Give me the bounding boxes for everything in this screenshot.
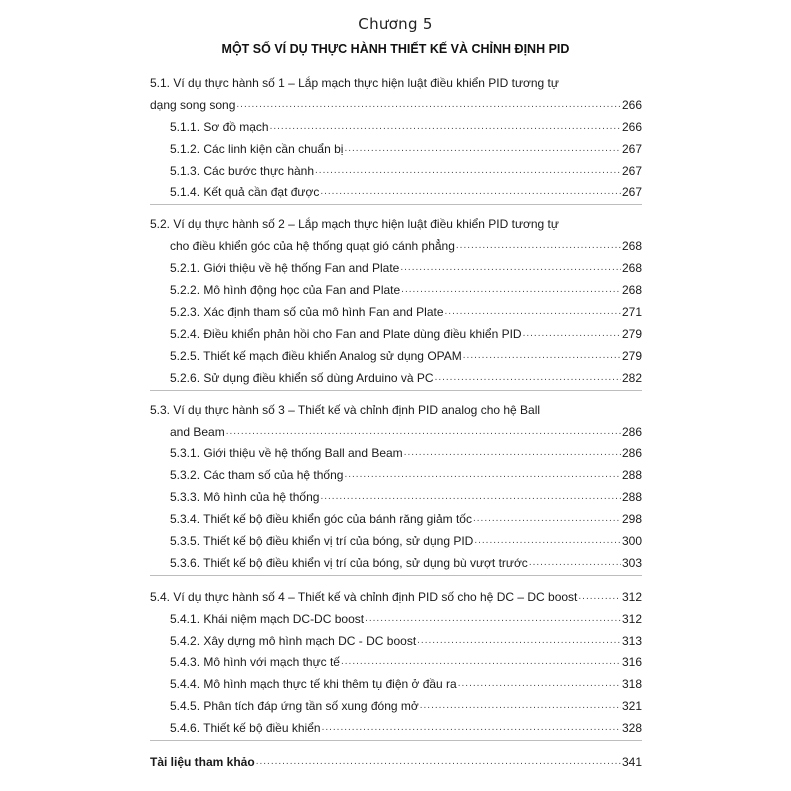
toc-page-number: 321 [621, 699, 642, 714]
toc-entry-label: 5.1.4. Kết quả cần đạt được [170, 185, 320, 200]
toc-page-number: 313 [621, 633, 642, 648]
toc-entry-label: 5.3.1. Giới thiệu về hệ thống Ball and Beam [170, 446, 403, 461]
toc-entry-label: 5.2.1. Giới thiệu về hệ thống Fan and Plate [170, 261, 400, 276]
toc-entry-label: Tài liệu tham khảo [150, 755, 255, 770]
toc-entry[interactable] [150, 582, 642, 604]
toc-entry[interactable] [150, 275, 642, 297]
leader-dots [401, 283, 621, 297]
toc-page-number: 288 [621, 490, 642, 505]
leader-dots [463, 349, 621, 363]
toc-entry[interactable] [150, 231, 642, 253]
toc-entry[interactable] [150, 713, 642, 735]
toc-entry-label: 5.2.2. Mô hình động học của Fan and Plate [170, 283, 401, 298]
leader-dots [315, 164, 621, 178]
toc-page-number: 312 [621, 589, 642, 604]
leader-dots [256, 755, 621, 769]
toc-section-heading: 5.1. Ví dụ thực hành số 1 – Lắp mạch thực hiện luật điều khiển PID tương tự [150, 76, 559, 90]
toc-page-number: 303 [621, 555, 642, 570]
toc-page-number: 286 [621, 424, 642, 439]
leader-dots [523, 327, 621, 341]
toc-page-number: 268 [621, 283, 642, 298]
leader-dots [417, 634, 621, 648]
toc-entry-label: 5.4.4. Mô hình mạch thực tế khi thêm tụ điện ở đầu ra [170, 677, 457, 692]
toc-page-number: 279 [621, 348, 642, 363]
leader-dots [322, 721, 621, 735]
toc-page-number: 279 [621, 326, 642, 341]
toc-entry[interactable] [150, 460, 642, 482]
leader-dots [400, 261, 621, 275]
toc-entry[interactable] [150, 156, 642, 178]
leader-dots [404, 446, 621, 460]
toc-entry-label: 5.1.1. Sơ đồ mạch [170, 119, 269, 134]
leader-dots [365, 612, 621, 626]
leader-dots [270, 120, 621, 134]
leader-dots [320, 185, 621, 199]
leader-dots [420, 699, 621, 713]
toc-entry[interactable] [150, 90, 642, 112]
toc-entry[interactable] [150, 604, 642, 626]
leader-dots [226, 425, 621, 439]
leader-dots [529, 556, 621, 570]
toc-page-number: 271 [621, 305, 642, 320]
toc-entry[interactable] [150, 526, 642, 548]
toc-entry-label: 5.1.2. Các linh kiện cần chuẩn bị [170, 141, 344, 156]
toc-section-heading: 5.3. Ví dụ thực hành số 3 – Thiết kế và chỉnh định PID analog cho hệ Ball [150, 402, 541, 417]
leader-dots [344, 468, 621, 482]
toc-entry[interactable] [150, 691, 642, 713]
toc-entry-label: 5.3.3. Mô hình của hệ thống [170, 490, 320, 505]
toc-entry[interactable] [150, 112, 642, 134]
toc-entry-label: 5.4.5. Phân tích đáp ứng tần số xung đóng mở [170, 699, 419, 714]
toc-entry[interactable] [150, 297, 642, 319]
toc-page-number: 318 [621, 677, 642, 692]
leader-dots [456, 239, 621, 253]
table-of-contents [150, 70, 642, 780]
leader-dots [445, 305, 621, 319]
toc-page-number: 267 [621, 185, 642, 200]
toc-entry-label: 5.2.4. Điều khiển phản hồi cho Fan and Plate dùng điều khiển PID [170, 326, 522, 341]
toc-page-number: 266 [621, 119, 642, 134]
leader-dots [344, 142, 621, 156]
leader-dots [458, 677, 621, 691]
leader-dots [578, 590, 621, 604]
toc-entry-label: 5.3.5. Thiết kế bộ điều khiển vị trí của bóng, sử dụng PID [170, 534, 474, 549]
toc-entry[interactable] [150, 482, 642, 504]
toc-page-number: 328 [621, 721, 642, 736]
toc-entry[interactable] [150, 548, 642, 570]
toc-entry[interactable] [150, 253, 642, 275]
toc-page-number: 268 [621, 261, 642, 276]
toc-entry-label: 5.2.6. Sử dụng điều khiển số dùng Arduino và PC [170, 370, 434, 385]
toc-entry-label: 5.1.3. Các bước thực hành [170, 163, 315, 178]
leader-dots [474, 534, 621, 548]
toc-entry-label: 5.3.6. Thiết kế bộ điều khiển vị trí của bóng, sử dụng bù vượt trước [170, 555, 528, 570]
toc-section-5-3 [150, 397, 642, 576]
toc-entry[interactable] [150, 178, 642, 200]
toc-entry-label: cho điều khiển góc của hệ thống quạt gió cánh phẳng [170, 239, 455, 254]
toc-section-5-2 [150, 211, 642, 390]
toc-page-number: 312 [621, 611, 642, 626]
toc-entry[interactable] [150, 341, 642, 363]
chapter-label: Chương 5 [358, 15, 433, 33]
toc-entry[interactable] [150, 648, 642, 670]
toc-page-number: 266 [621, 97, 642, 112]
toc-entry-label: 5.4.3. Mô hình với mạch thực tế [170, 655, 340, 670]
toc-page-number: 288 [621, 468, 642, 483]
chapter-title: MỘT SỐ VÍ DỤ THỰC HÀNH THIẾT KẾ VÀ CHỈNH ĐỊNH PID [221, 42, 570, 56]
toc-entry[interactable] [150, 363, 642, 385]
toc-page-number: 267 [621, 141, 642, 156]
toc-entry-label: 5.4. Ví dụ thực hành số 4 – Thiết kế và chỉnh định PID số cho hệ DC – DC boost [150, 589, 578, 604]
leader-dots [320, 490, 621, 504]
toc-entry-label: 5.4.2. Xây dựng mô hình mạch DC - DC boost [170, 633, 417, 648]
toc-page-number: 298 [621, 512, 642, 527]
toc-entry-references[interactable] [150, 747, 642, 769]
toc-entry[interactable] [150, 504, 642, 526]
toc-section-heading: 5.2. Ví dụ thực hành số 2 – Lắp mạch thực hiện luật điều khiển PID tương tự [150, 217, 559, 232]
toc-page-number: 286 [621, 446, 642, 461]
leader-dots [236, 98, 621, 112]
leader-dots [473, 512, 621, 526]
toc-entry-label: 5.2.3. Xác định tham số của mô hình Fan and Plate [170, 305, 444, 320]
toc-page-number: 267 [621, 163, 642, 178]
toc-page-number: 268 [621, 239, 642, 254]
toc-entry-label: 5.2.5. Thiết kế mạch điều khiển Analog sử dụng OPAM [170, 348, 462, 363]
toc-entry-label: 5.3.2. Các tham số của hệ thống [170, 468, 344, 483]
toc-page-number: 341 [621, 755, 642, 770]
toc-entry[interactable] [150, 439, 642, 461]
toc-section-5-4 [150, 582, 642, 741]
toc-entry[interactable] [150, 626, 642, 648]
toc-page-number: 316 [621, 655, 642, 670]
toc-entry[interactable] [150, 319, 642, 341]
leader-dots [341, 655, 621, 669]
toc-entry[interactable] [150, 134, 642, 156]
toc-references [150, 747, 642, 774]
toc-page-number: 300 [621, 534, 642, 549]
toc-entry-label: 5.4.1. Khái niệm mạch DC-DC boost [170, 611, 365, 626]
toc-section-5-1 [150, 70, 642, 205]
toc-entry[interactable] [150, 417, 642, 439]
leader-dots [435, 371, 621, 385]
toc-entry-label: dạng song song [150, 97, 236, 112]
toc-entry-label: and Beam [170, 424, 225, 439]
toc-entry-label: 5.3.4. Thiết kế bộ điều khiển góc của bánh răng giảm tốc [170, 512, 472, 527]
toc-entry[interactable] [150, 669, 642, 691]
toc-entry-label: 5.4.6. Thiết kế bộ điều khiển [170, 721, 321, 736]
toc-page-number: 282 [621, 370, 642, 385]
